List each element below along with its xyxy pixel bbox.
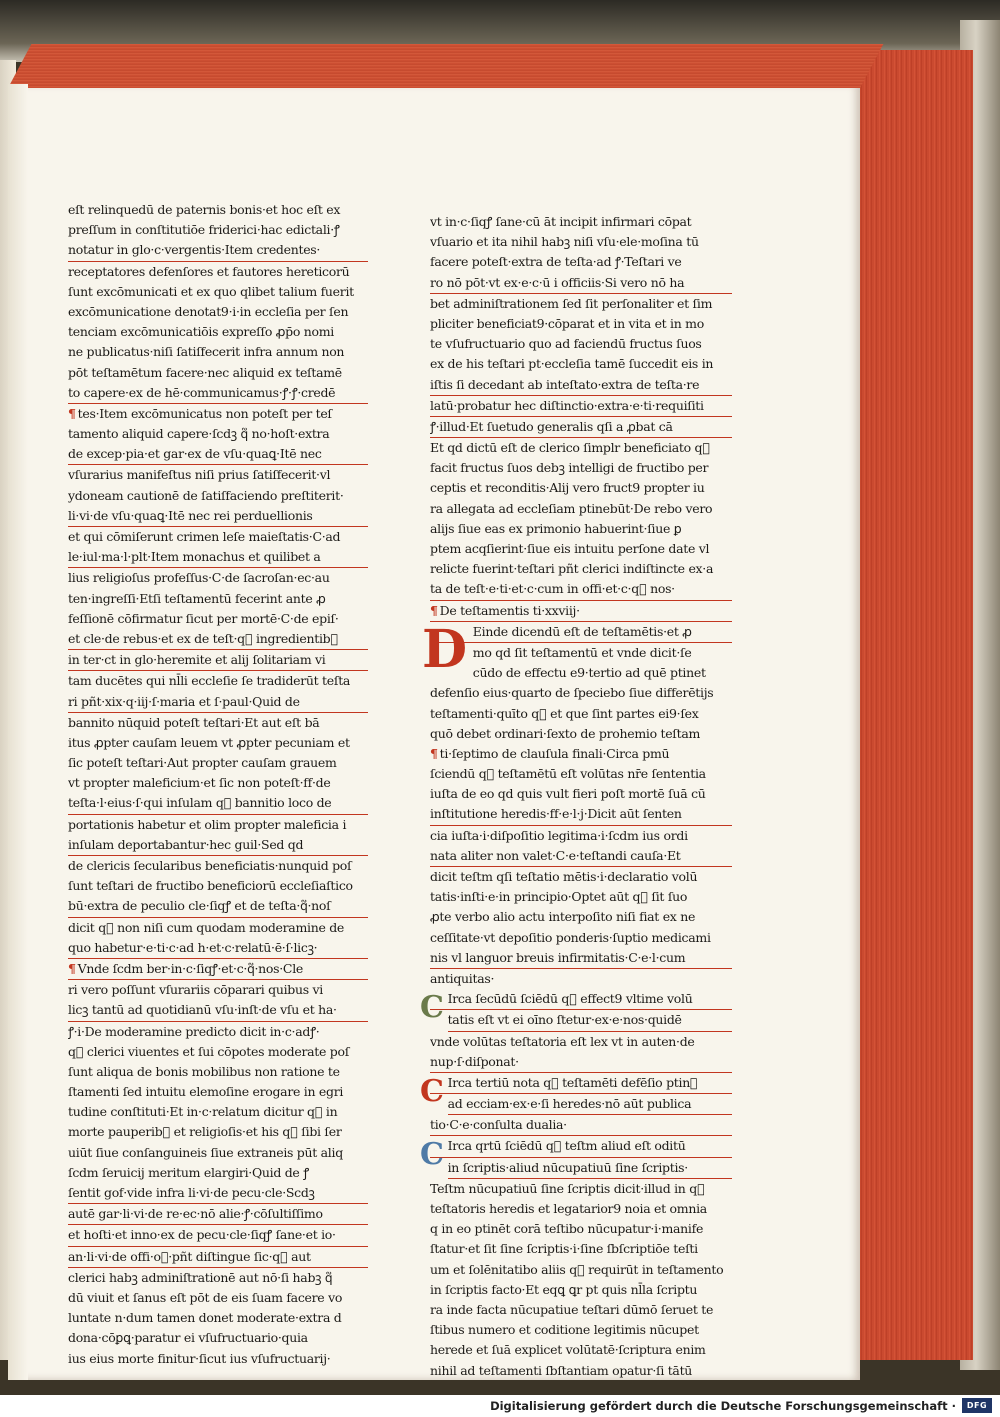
text-line-content: ydoneam cautionē de ſatiſfaciendo preſtiterit· <box>68 487 344 503</box>
text-line-content: ius eius morte finitur·ſicut ius vſufructuarij· <box>68 1350 331 1366</box>
text-line <box>430 396 732 417</box>
text-line <box>68 1163 368 1183</box>
text-line <box>68 1349 368 1369</box>
text-line <box>430 334 732 354</box>
text-line-content: defenſio eius·quarto de ſpeciebo ſiue differētijs <box>430 685 714 701</box>
text-line-content: tam ducētes qui nl̄li eccleſie ſe tradiderūt teſta <box>68 673 351 689</box>
text-line <box>68 1183 368 1204</box>
text-line-content: tatis eſt vt ei oīno ſtetur·ex·e·nos·quidē <box>447 1012 682 1028</box>
text-line <box>430 683 732 703</box>
text-line <box>448 1158 732 1179</box>
illuminated-initial: D <box>422 618 467 680</box>
text-line <box>430 1300 732 1320</box>
text-line-content: le·iul·ma·l·plt·Item monachus et quilibet a <box>68 549 321 565</box>
text-line-content: ꝭ·illud·Et ſuetudo generalis qſi a ꝓbat cā <box>430 418 673 434</box>
text-line-content: ti·ſeptimo de clauſula finali·Circa pmū <box>439 745 670 761</box>
text-line-content: vnde volūtas teſtatoria eſt lex vt in auten·de <box>430 1033 695 1049</box>
text-line <box>430 867 732 887</box>
text-line <box>68 465 368 485</box>
text-line <box>68 547 368 568</box>
text-line <box>430 252 732 272</box>
text-line-content: cia iuſta·i·diſpoſitio legitima·i·ſcdm ius ordi <box>430 827 688 843</box>
text-line <box>68 773 368 793</box>
text-line <box>430 764 732 784</box>
text-line-content: Vnde ſcdm ber·in·c·ſiqꝭ·et·c·q᷑·nos·Cle <box>77 960 303 976</box>
text-column-left <box>68 200 368 1369</box>
text-line <box>68 856 368 876</box>
text-line-content: ten·ingreſſi·Etſi teſtamentū fecerint ante ꝓ <box>68 590 326 606</box>
text-line-content: Irca qrtū ſciēdū q᷑ teſtm aliud eſt oditū <box>447 1138 686 1154</box>
text-line-content: herede et ſuā explicet volūtatē·ſcriptura enim <box>430 1342 706 1358</box>
text-line-content: tenciam excōmunicatiōis expreſſo ꝓp̄o nomi <box>68 324 334 340</box>
text-line <box>68 568 368 588</box>
text-line-content: luntate n·dum tamen donet moderate·extra d <box>68 1310 342 1326</box>
text-line-content: vt propter maleficium·et ſic non poteſt·ff·de <box>68 775 331 791</box>
text-line <box>430 438 732 458</box>
text-line <box>430 1320 732 1340</box>
text-line <box>430 417 732 438</box>
text-line <box>68 383 368 404</box>
text-line-content: itus ꝓpter cauſam leuem vt ꝓpter pecuniam et <box>68 734 350 750</box>
text-line <box>68 753 368 773</box>
text-line <box>430 232 732 252</box>
text-line-content: portationis habetur et olim propter maleficia i <box>68 816 347 832</box>
text-line-content: ſic poteſt teſtari·Aut propter cauſam grauem <box>68 755 337 771</box>
text-line <box>68 527 368 547</box>
text-line-content: Einde dicendū eſt de teſtamētis·et ꝓ <box>472 623 692 639</box>
text-line <box>68 200 368 220</box>
text-line-content: facere poteſt·extra de teſta·ad ꝭ·Teſtari ve <box>430 254 682 270</box>
text-line-content: et qui cōmiſerunt crimen leſe maieſtatis·C·ad <box>68 529 341 544</box>
text-line <box>68 363 368 383</box>
text-line <box>68 424 368 444</box>
text-line-content: receptatores defenſores et fautores hereticorū <box>68 263 350 279</box>
text-line <box>430 887 732 907</box>
text-line <box>430 375 732 396</box>
text-line <box>68 322 368 342</box>
text-line-content: bū·extra de peculio cle·ſiqꝭ et de teſta·q᷑·noſ <box>68 898 331 914</box>
text-line-content: tio·C·e·conſulta dualia· <box>430 1117 567 1133</box>
text-line-content: ptem acqſierint·ſiue eis intuitu perſone date vl <box>430 541 710 556</box>
text-line <box>68 220 368 240</box>
text-line-content: autē gar·li·vi·de re·ec·nō alie·ꝭ·cōſultiſſimo <box>68 1206 323 1222</box>
text-line-content: um et ſolēnitatibo aliis q᷑ requirūt in teſtamento <box>430 1261 724 1277</box>
text-line <box>68 1042 368 1062</box>
digitization-footer <box>0 1395 1000 1417</box>
text-line-content: ſunt aliqua de bonis mobilibus non ratione te <box>68 1063 340 1079</box>
text-line-content: ra inde facta nūcupatiue teſtari dūmō ſeruet te <box>430 1301 714 1317</box>
text-line-content: dicit q᷑ non niſi cum quodam moderamine de <box>68 919 345 935</box>
footer-credit-text: Digitalisierung gefördert durch die Deutsche Forschungsgemeinschaft · <box>490 1399 956 1413</box>
text-line-content: ceſſitate·vt depoſitio ponderis·ſuptio medicami <box>430 929 711 945</box>
illuminated-initial: C <box>420 1137 444 1173</box>
text-line-content: vſuario et ita nihil habꝫ niſi vſu·ele·moſina tū <box>430 234 699 250</box>
text-line <box>68 959 368 980</box>
text-line <box>430 1260 732 1280</box>
text-line <box>68 240 368 261</box>
text-line <box>430 826 732 846</box>
text-line-content: nihil ad teſtamenti ſbſtantiam opatur·ſi tātū <box>430 1362 693 1378</box>
text-line <box>430 601 732 622</box>
text-line <box>68 282 368 302</box>
text-line <box>430 804 732 825</box>
text-line-content: Et qd dictū eſt de clerico ſimplr beneficiato q᷑ <box>430 440 710 456</box>
text-line-content: ꝓte verbo alio actu interpoſito niſi fiat ex ne <box>430 909 696 925</box>
text-line <box>430 1115 732 1136</box>
text-line-content: de clericis ſecularibus beneficiatis·nunquid poſ <box>68 858 352 873</box>
text-line <box>68 486 368 506</box>
text-line-content: ta de teſt·e·ti·et·c·cum in offi·et·c·q᷑ nos· <box>430 581 675 597</box>
text-line <box>68 1082 368 1102</box>
text-line-content: li·vi·de vſu·quaꝗ·Itē nec rei perduellionis <box>68 507 313 523</box>
text-line <box>430 559 732 579</box>
text-line-content: in ſcriptis·aliud nūcupatiuū ſine ſcriptis· <box>447 1159 688 1175</box>
text-line-content: de excep·pia·et gar·ex de vſu·quaꝗ·Itē nec <box>68 446 322 462</box>
text-line <box>68 980 368 1000</box>
text-line <box>68 629 368 650</box>
text-line <box>430 294 732 314</box>
text-line-content: Irca ſecūdū ſciēdū q᷑ effect9 vltime volū <box>447 991 693 1007</box>
text-line-content: eſt relinquedū de paternis bonis·et hoc eſt ex <box>68 202 341 217</box>
text-line-content: mo qd ſit teſtamentū et vnde dicit·ſe <box>472 644 692 660</box>
text-line <box>430 724 732 744</box>
text-line-content: teſta·l·eius·ſ·qui inſulam q᷑ bannitio loco de <box>68 795 332 811</box>
text-line <box>68 938 368 959</box>
text-line-content: to capere·ex de hē·communicamus·ꝭ·ꝭ·credē <box>68 384 336 400</box>
text-line-content: quō debet ordinari·ſexto de prohemio teſtam <box>430 725 701 741</box>
text-line <box>68 589 368 609</box>
text-line <box>448 1010 732 1031</box>
text-line <box>430 744 732 764</box>
text-line-content: ſcdm ſeruicij meritum elargiri·Quid de ꝭ <box>68 1164 309 1180</box>
text-line <box>430 704 732 724</box>
text-line <box>68 671 368 691</box>
text-line <box>68 1062 368 1082</box>
text-line-content: Teſtm nūcupatiuū ſine ſcriptis dicit·illud in q᷑ <box>430 1180 705 1196</box>
text-line-content: ſentit gof·vide infra li·vi·de pecu·cle·Scdꝫ <box>68 1185 315 1200</box>
text-line <box>68 835 368 856</box>
text-line <box>68 1122 368 1142</box>
text-line <box>68 1328 368 1348</box>
text-line-content: ad ecciam·ex·e·ſi heredes·nō aūt publica <box>447 1096 692 1112</box>
text-line-content: antiquitas· <box>430 970 495 986</box>
text-line-content: relicte fuerint·teſtari pñt clerici indiſtincte ex·a <box>430 561 714 577</box>
text-line-content: dū viuit et ſanus eſt pōt de eis ſuam facere vo <box>68 1289 343 1305</box>
text-line-content: dicit teſtm qſi teſtatio mētis·i·declaratio volū <box>430 869 698 884</box>
text-line-content: notatur in glo·c·vergentis·Item credentes· <box>68 242 321 258</box>
text-line-content: ri vero poſſunt vſurariis cōparari quibus vi <box>68 982 323 998</box>
text-line <box>68 404 368 424</box>
red-page-top-edge <box>8 44 883 88</box>
text-line <box>68 733 368 753</box>
text-line <box>430 1199 732 1219</box>
text-line <box>430 499 732 519</box>
text-line-content: nis vl languor breuis infirmitatis·C·e·l·cum <box>430 949 686 965</box>
text-line-content: morte pauperib᷒ et religioſis·et his q᷑ ſibi ſer <box>68 1124 342 1140</box>
text-line-content: inſulam deportabantur·hec guil·Sed qd <box>68 836 304 852</box>
text-line-content: ꝭ·i·De moderamine predicto dicit in·c·adꝭ· <box>68 1023 320 1039</box>
text-line <box>430 1239 732 1259</box>
text-column-right <box>420 212 732 1381</box>
text-line <box>430 579 732 600</box>
text-line-content: tudine conſtituti·Et in·c·relatum dicitur q᷑ in <box>68 1104 338 1120</box>
text-line-content: cūdo de effectu e9·tertio ad quē ptinet <box>472 665 706 681</box>
text-line-content: tamento aliquid capere·ſcdꝫ q᷑ no·hoſt·extra <box>68 426 330 442</box>
text-line <box>68 1204 368 1225</box>
text-line-content: ex de his teſtari pt·eccleſia tamē ſuccedit eis in <box>430 356 714 372</box>
text-line <box>448 1094 732 1115</box>
text-line-content: excōmunicatione denotat9·i·in eccleſia per ſen <box>68 303 349 319</box>
text-line <box>430 1032 732 1052</box>
text-line <box>68 1225 368 1246</box>
text-line-content: ſtamenti ſed intuitu elemoſine erogare in egri <box>68 1084 344 1100</box>
text-line-content: ceptis et reconditis·Alij vero fruct9 propter iu <box>430 480 705 496</box>
text-line <box>68 506 368 527</box>
text-line <box>430 1280 732 1300</box>
text-line <box>430 948 732 969</box>
text-line-content: ſunt excōmunicati et ex quo qlibet talium fuerit <box>68 283 354 299</box>
text-line-content: alijs ſiue eas ex primonio habuerint·ſiue ꝑ <box>430 520 682 536</box>
text-line <box>68 896 368 917</box>
text-line-content: ro nō pōt·vt ex·e·c·ū i officiis·Si vero nō ha <box>430 274 685 290</box>
text-line <box>430 478 732 498</box>
text-line-content: q᷑ clerici viuentes et ſui cōpotes moderate poſ <box>68 1043 350 1059</box>
text-line <box>430 1179 732 1199</box>
text-line <box>68 262 368 282</box>
text-line <box>430 539 732 559</box>
text-line-content: teſtatoris heredis et legatarior9 noia et omnia <box>430 1201 707 1216</box>
text-line <box>430 1219 732 1239</box>
text-line <box>68 609 368 629</box>
text-line <box>68 342 368 362</box>
text-line-content: q in eo ptinēt corā teſtibo nūcupatur·i·manife <box>430 1221 704 1237</box>
dfg-logo: DFG <box>962 1398 992 1413</box>
text-line-content: lius religioſus profeſſus·C·de ſacroſan·ec·au <box>68 570 330 586</box>
text-line-content: tes·Item excōmunicatus non poteſt per teſ <box>77 405 332 421</box>
text-line-content: licꝫ tantū ad quotidianū vſu·inſt·de vſu et ha· <box>68 1002 337 1018</box>
text-line-content: quo habetur·e·ti·c·ad h·et·c·relatū·ē·ſ·licꝫ· <box>68 939 318 955</box>
text-line-content: in ter·ct in glo·heremite et alij ſolitariam vi <box>68 652 326 668</box>
text-line-content: et hoſti·et inno·ex de pecu·cle·ſiqꝭ ſane·et io· <box>68 1227 336 1243</box>
text-line <box>68 1288 368 1308</box>
text-line-content: nup·ſ·diſponat· <box>430 1053 519 1069</box>
text-line-content: ra allegata ad eccleſiam ptinebūt·De rebo vero <box>430 500 713 516</box>
text-line-content: ſunt teſtari de fructibo beneficiorū eccleſiaſtico <box>68 878 353 894</box>
text-line-content: ne publicatus·niſi ſatiſfecerit infra annum non <box>68 344 345 360</box>
text-line <box>430 969 732 989</box>
text-line <box>430 354 732 374</box>
text-line-content: ſciendū q᷑ teſtamētū eſt volūtas nr̄e ſententia <box>430 766 706 782</box>
text-line <box>430 846 732 867</box>
text-line <box>430 519 732 539</box>
text-line <box>473 643 732 663</box>
text-line-content: De teſtamentis ti·xxviij· <box>439 602 580 618</box>
text-line-content: teſtamenti·quīto q᷑ et que ſint partes ei9·ſex <box>430 705 699 721</box>
text-line-content: in ſcriptis facto·Et eqꝗ ꝗr pt quis nl̄la ſcriptu <box>430 1281 698 1297</box>
text-line <box>68 1143 368 1163</box>
text-line <box>68 1247 368 1268</box>
text-line <box>430 928 732 948</box>
text-line-content: preſſum in conſtitutiōe friderici·hac edictali·ꝭ <box>68 222 340 238</box>
text-line <box>68 918 368 938</box>
text-line <box>68 1022 368 1042</box>
text-line-content: uiūt ſiue conſanguineis ſiue extraneis pūt aliq <box>68 1144 343 1160</box>
text-line <box>430 784 732 804</box>
text-line-content: inſtitutione heredis·ff·e·l·j·Dicit aūt ſenten <box>430 806 682 822</box>
text-line <box>68 444 368 465</box>
text-line <box>68 302 368 322</box>
text-line-content: an·li·vi·de offi·o᷑·pñt diſtingue ſic·q᷑ aut <box>68 1248 311 1264</box>
text-line <box>68 1102 368 1122</box>
text-line <box>68 692 368 713</box>
text-line-content: dona·cōꝑꝗ·paratur ei vſufructuario·quia <box>68 1330 308 1346</box>
illuminated-initial: C <box>420 990 444 1026</box>
text-line <box>430 458 732 478</box>
text-line-content: ri pñt·xix·q·iij·ſ·maria et ſ·paul·Quid de <box>68 693 300 709</box>
text-line <box>430 1052 732 1073</box>
text-line <box>68 650 368 671</box>
text-line <box>68 713 368 733</box>
text-line-content: Irca tertiū nota q᷑ teſtamēti defēſio ptinꝫ <box>447 1074 698 1090</box>
text-line <box>68 793 368 814</box>
text-line <box>68 1308 368 1328</box>
text-line <box>68 1268 368 1288</box>
text-line <box>430 1340 732 1360</box>
text-line-content: latū·probatur hec diſtinctio·extra·e·ti·requiſiti <box>430 397 704 413</box>
text-line <box>430 273 732 294</box>
text-line <box>430 907 732 927</box>
text-line <box>430 1361 732 1381</box>
text-line-content: iſtis ſi decedant ab inteſtato·extra de teſta·re <box>430 376 700 392</box>
text-line <box>68 876 368 896</box>
text-line-content: facit fructus ſuos debꝫ intelligi de fructibo per <box>430 460 709 476</box>
text-line-content: ſtatur·et ſit ſine ſcriptis·i·ſine ſbſcriptiōe teſti <box>430 1241 698 1257</box>
manuscript-page <box>8 84 860 1380</box>
text-line <box>430 314 732 334</box>
text-line-content: vt in·c·ſiqꝭ ſane·cū āt incipit infirmari cōpat <box>430 214 692 229</box>
text-line <box>68 1000 368 1021</box>
text-line <box>68 815 368 835</box>
illuminated-initial: C <box>420 1073 444 1109</box>
page-gutter <box>8 84 28 1380</box>
text-line-content: bet adminiſtrationem ſed ſit perſonaliter et ſim <box>430 295 713 311</box>
text-line-content: et cle·de rebus·et ex de teſt·q᷑ ingredientib᷒ <box>68 630 338 646</box>
text-line-content: ſtibus numero et coditione legitimis nūcupet <box>430 1322 699 1338</box>
text-line-content: pliciter beneficiat9·cōparat et in vita et in mo <box>430 315 704 331</box>
text-line-content: nata aliter non valet·C·e·teſtandi cauſa·Et <box>430 847 681 863</box>
text-line <box>473 663 732 683</box>
text-line <box>430 212 732 232</box>
text-line-content: clerici habꝫ adminiſtrationē aut nō·ſi habꝫ q᷑ <box>68 1269 333 1285</box>
text-line-content: feſſionē cōfirmatur ſicut per mortē·C·de epiſ· <box>68 610 339 626</box>
text-line-content: pōt teſtamētum facere·nec aliquid ex teſtamē <box>68 364 342 380</box>
text-line-content: vſurarius manifeſtus niſi prius ſatiſfecerit·vl <box>68 467 331 483</box>
text-line-content: te vſufructuario quo ad faciendū fructus ſuos <box>430 336 702 352</box>
text-line-content: iuſta de eo qd quis vult fieri poſt mortē ſuā cū <box>430 786 706 802</box>
text-line-content: tatis·inſti·e·in principio·Optet aūt q᷑ ſit ſuo <box>430 889 688 905</box>
text-line-content: bannito nūquid poteſt teſtari·Et aut eſt bā <box>68 714 320 730</box>
